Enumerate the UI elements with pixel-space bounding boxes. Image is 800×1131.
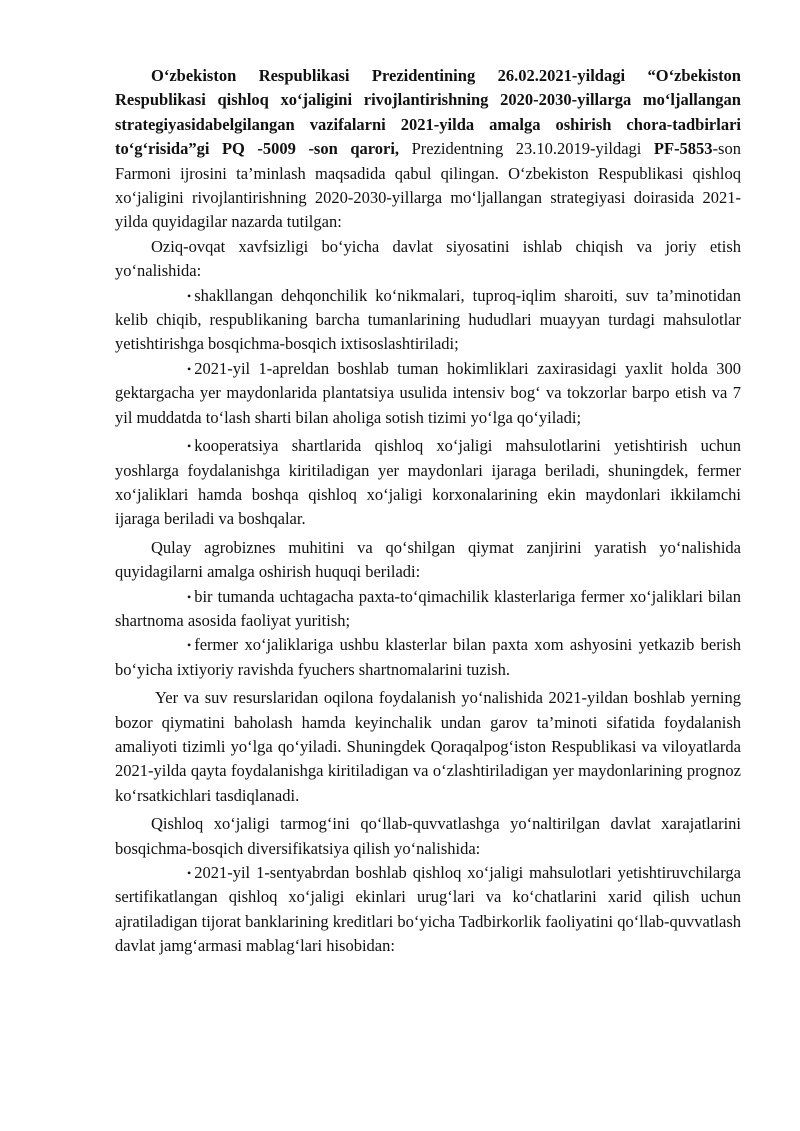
bullet-icon: •: [187, 866, 192, 880]
decree-number: PF-5853: [653, 139, 713, 159]
resolution-title: O‘zbekiston Respublikasi Prezidentining 26.02.2021-yildagi “O‘zbekiston Respublikasi qishloq xo‘jaligini rivojlantirishning 2020-2030-yillarga mo‘ljallangan strategiyasidabelgilangan vazifalarni 2021-yilda amalga oshirish chora-tadbirlari to‘g‘risida”gi PQ -5009 -son qarori,: [115, 66, 741, 159]
bullet-item: [115, 357, 741, 430]
bullet-item: [115, 585, 741, 634]
bullet-text: fermer xo‘jaliklariga ushbu klasterlar bilan paxta xom ashyosini yetkazib berish bo‘yicha ixtiyoriy ravishda fyuchers shartnomalarini tuzish.: [115, 635, 741, 679]
bullet-item: [115, 284, 741, 357]
intro-text-2: -son Farmoni ijrosini ta’minlash maqsadida qabul qilingan. O‘zbekiston Respublikasi qishloq xo‘jaligini rivojlantirishning 2020-2030-yillarga mo‘ljallangan strategiyasi doirasida 2021-yilda quyidagilar nazarda tutilgan:: [115, 139, 741, 232]
bullet-item: [115, 861, 741, 959]
bullet-text: shakllangan dehqonchilik ko‘nikmalari, tuproq-iqlim sharoiti, suv ta’minotidan kelib chiqib, respublikaning barcha tumanlarining hududlari muayyan turdagi mahsulotlar yetishtirishga bosqichma-bosqich ixtisoslashtiriladi;: [115, 285, 741, 354]
bullet-text: kooperatsiya shartlarida qishloq xo‘jaligi mahsulotlarini yetishtirish uchun yoshlarga foydalanishga kiritiladigan yer maydonlari ijaraga beriladi, shuningdek, fermer xo‘jaliklari hamda boshqa qishloq xo‘jaligi korxonalarining ekin maydonlari ikkilamchi ijaraga beriladi va boshqalar.: [115, 436, 741, 529]
bullet-icon: •: [187, 288, 192, 303]
bullet-item: [115, 633, 741, 682]
intro-paragraph: [115, 64, 741, 235]
bullet-text: bir tumanda uchtagacha paxta-to‘qimachilik klasterlariga fermer xo‘jaliklari bilan shartnoma asosida faoliyat yuritish;: [115, 586, 741, 630]
section-heading-state-support: Qishloq xo‘jaligi tarmog‘ini qo‘llab-quvvatlashga yo‘naltirilgan davlat xarajatlarini bosqichma-bosqich diversifikatsiya qilish yo‘nalishida:: [115, 814, 741, 858]
intro-text-1: Prezidentning 23.10.2019-yildagi: [399, 139, 654, 159]
bullet-item: [115, 434, 741, 532]
bullet-text: 2021-yil 1-apreldan boshlab tuman hokimliklari zaxirasidagi yaxlit holda 300 gektargacha yer maydonlarida plantatsiya usulida intensiv bog‘ va tokzorlar barpo etish va 7 yil muddatda to‘lash sharti bilan aholiga sotish tizimi yo‘lga qo‘yiladi;: [115, 358, 741, 427]
bullet-text: 2021-yil 1-sentyabrdan boshlab qishloq xo‘jaligi mahsulotlari yetishtiruvchilarga sertifikatlangan qishloq xo‘jaligi ekinlari urug‘lari va ko‘chatlarini xarid qilish uchun ajratiladigan tijorat banklarining kreditlari bo‘yicha Tadbirkorlik faoliyatini qo‘llab-quvvatlash davlat jamg‘armasi mablag‘lari hisobidan:: [115, 863, 741, 956]
bullet-icon: •: [187, 361, 192, 376]
section-heading-food-security: Oziq-ovqat xavfsizligi bo‘yicha davlat siyosatini ishlab chiqish va joriy etish yo‘nalishida:: [115, 236, 741, 281]
document-page: [115, 64, 741, 959]
bullet-icon: •: [187, 439, 192, 454]
section-heading-agribusiness: Qulay agrobiznes muhitini va qo‘shilgan qiymat zanjirini yaratish yo‘nalishida quyidagilarni amalga oshirish huquqi beriladi:: [115, 537, 741, 582]
bullet-icon: •: [187, 589, 192, 604]
bullet-icon: •: [187, 638, 192, 653]
land-resources-paragraph: Yer va suv resurslaridan oqilona foydalanish yo‘nalishida 2021-yildan boshlab yerning bozor qiymatini baholash hamda keyinchalik undan garov ta’minoti sifatida foydalanish amaliyoti tizimli yo‘lga qo‘yiladi. Shuningdek Qoraqalpog‘iston Respublikasi va viloyatlarda 2021-yilda qayta foydalanishga kiritiladigan va o‘zlashtiriladigan yer maydonlarining prognoz ko‘rsatkichlari tasdiqlanadi.: [115, 688, 741, 805]
